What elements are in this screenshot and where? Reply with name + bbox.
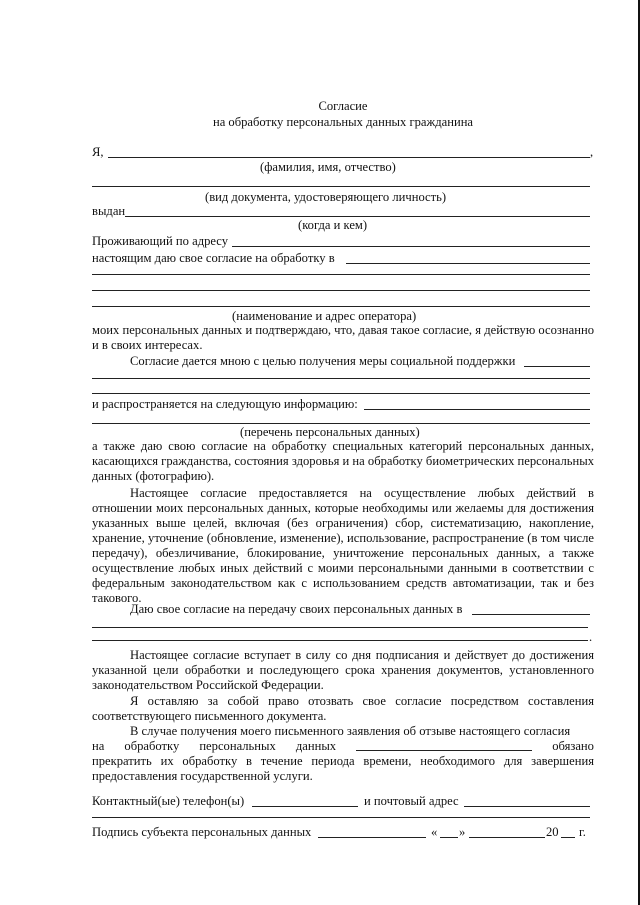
revoke-word-4: данных [295, 739, 337, 753]
address-label: Проживающий по адресу [92, 234, 229, 248]
postal-label: и почтовый адрес [364, 794, 459, 808]
revoke-word-5: обязано [552, 739, 594, 753]
operator-field-line-1[interactable] [346, 263, 590, 264]
postal-field-line[interactable] [464, 806, 590, 807]
year-prefix: 20 [546, 825, 559, 839]
purpose-field-line-1[interactable] [524, 366, 590, 367]
revoke-lead: В случае получения моего письменного заявления об отзыве настоящего согласия [130, 724, 571, 738]
paragraph-effect: Настоящее согласие вступает в силу со дня подписания и действует до достижения указанной цели обработки и последующего срока хранения документов, установленного законодательством Российской Федерации. [92, 648, 594, 692]
transfer-end: . [589, 630, 593, 644]
hint-document: (вид документа, удостоверяющего личность) [205, 190, 447, 204]
operator-field-line-3[interactable] [92, 290, 590, 291]
operator-field-line-2[interactable] [92, 274, 590, 275]
transfer-field-line-1[interactable] [472, 614, 590, 615]
purpose-field-line-3[interactable] [92, 393, 590, 394]
hint-operator: (наименование и адрес оператора) [232, 309, 417, 323]
extends-label: и распространяется на следующую информацию: [92, 397, 358, 411]
paragraph-mine: моих персональных данных и подтверждаю, что, давая такое согласие, я действую осознанно и в своих интересах. [92, 323, 594, 352]
sign-label: Подпись субъекта персональных данных [92, 825, 312, 839]
ya-comma: , [590, 145, 594, 159]
phone-label: Контактный(ые) телефон(ы) [92, 794, 245, 808]
ya-label: Я, [92, 145, 104, 159]
paragraph-actions: Настоящее согласие предоставляется на осуществление любых действий в отношении моих персональных данных, которые необходимы или желаемы для достижения указанных выше целей, включая (без ограничения) сбор, систематизацию, накопление, хранение, уточнение (обновление, изменение), использование, распространение (в том числе передачу), обезличивание, блокирование, уничтожение персональных данных, а также осуществление любых иных действий с моими персональными данными в соответствии с федеральным законодательством как с использованием средств автоматизации, так и без такового. [92, 486, 594, 605]
purpose-field-line-2[interactable] [92, 378, 590, 379]
document-subtitle: на обработку персональных данных гражданина [212, 115, 474, 129]
month-field-line[interactable] [469, 837, 545, 838]
hint-list: (перечень персональных данных) [240, 425, 420, 439]
revoke-word-3: персональных [199, 739, 276, 753]
transfer-field-line-3[interactable] [92, 640, 588, 641]
transfer-field-line-2[interactable] [92, 627, 588, 628]
purpose-label: Согласие дается мною с целью получения меры социальной поддержки [130, 354, 516, 368]
day-field-line[interactable] [440, 837, 458, 838]
year-field-line[interactable] [561, 837, 575, 838]
date-open-quote: « [431, 825, 438, 839]
revoke-row [92, 739, 594, 754]
year-suffix: г. [579, 825, 586, 839]
info-field-line-2[interactable] [92, 423, 590, 424]
document-field-line[interactable] [92, 186, 590, 187]
revoke-tail: прекратить их обработку в течение периода времени, необходимого для завершения предоставления государственной услуги. [92, 754, 594, 783]
issued-field-line[interactable] [125, 216, 590, 217]
revoke-word-2: обработку [124, 739, 180, 753]
transfer-label: Даю свое согласие на передачу своих персональных данных в [130, 602, 463, 616]
issued-label: выдан [92, 204, 126, 218]
paragraph-special: а также даю свою согласие на обработку специальных категорий персональных данных, касающихся гражданства, состояния здоровья и на обработку биометрических персональных данных (фотографию). [92, 439, 594, 483]
address-field-line[interactable] [232, 246, 590, 247]
revoke-operator-blank[interactable] [356, 739, 532, 751]
hint-fio: (фамилия, имя, отчество) [260, 160, 396, 174]
info-field-line-1[interactable] [364, 409, 590, 410]
date-close-quote: » [459, 825, 466, 839]
operator-field-line-4[interactable] [92, 306, 590, 307]
revoke-word-1: на [92, 739, 105, 753]
fio-field-line[interactable] [108, 157, 590, 158]
hint-when: (когда и кем) [298, 218, 368, 232]
signature-field-line[interactable] [318, 837, 426, 838]
phone-field-line[interactable] [252, 806, 358, 807]
consent-to-label: настоящим даю свое согласие на обработку в [92, 251, 335, 265]
paragraph-revoke: Я оставляю за собой право отозвать свое согласие посредством составления соответствующего письменного документа. [92, 694, 594, 723]
document-title: Согласие [318, 99, 368, 113]
contact-field-line-2[interactable] [92, 817, 590, 818]
